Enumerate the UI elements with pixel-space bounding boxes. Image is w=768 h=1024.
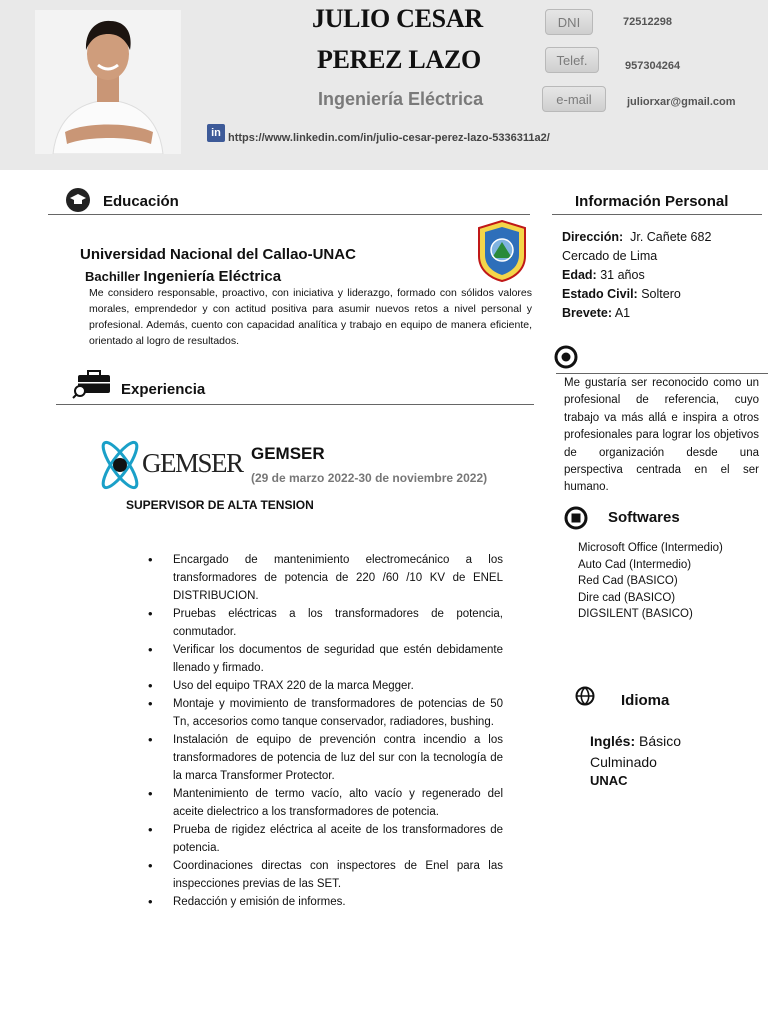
linkedin-icon[interactable]: in	[207, 124, 225, 142]
job-role: SUPERVISOR DE ALTA TENSION	[126, 498, 314, 512]
language-status: Culminado	[590, 754, 657, 770]
list-item: Auto Cad (Intermedio)	[578, 558, 692, 571]
phone-label: Telef.	[545, 47, 599, 73]
list-item: Red Cad (BASICO)	[578, 575, 678, 588]
list-item: • Instalación de equipo de prevención contra incendio a los transformadores de potencia de luz del sur con la tecnología de la marca Transformer Protector.	[148, 731, 503, 785]
university-name: Universidad Nacional del Callao-UNAC	[80, 246, 356, 263]
degree	[85, 268, 281, 285]
education-divider	[48, 214, 530, 215]
list-item: • Encargado de mantenimiento electromecánico a los transformadores de potencia de 220 /60 /10 KV de ENEL DISTRIBUCION.	[148, 551, 503, 605]
objective-divider	[556, 373, 768, 374]
linkedin-link[interactable]: https://www.linkedin.com/in/julio-cesar-perez-lazo-5336311a2/	[228, 132, 550, 144]
name-first: JULIO CESAR	[312, 4, 483, 33]
list-item: • Uso del equipo TRAX 220 de la marca Megger.	[148, 677, 503, 695]
dni-value: 72512298	[623, 16, 672, 28]
profession-title: Ingeniería Eléctrica	[318, 89, 484, 109]
gemser-logo-text: GEMSER	[142, 448, 243, 478]
license-value: A1	[614, 306, 631, 320]
district-value: Cercado de Lima	[562, 249, 658, 263]
license-label: Brevete:	[562, 306, 613, 320]
experience-title: Experiencia	[121, 381, 206, 398]
personal-info-title: Información Personal	[575, 193, 729, 210]
email-label: e-mail	[542, 86, 606, 112]
email-value[interactable]: juliorxar@gmail.com	[627, 96, 736, 108]
company-name: GEMSER	[251, 444, 325, 463]
target-icon	[554, 345, 578, 369]
age-value: 31 años	[600, 268, 645, 282]
profile-summary: Me considero responsable, proactivo, con iniciativa y liderazgo, formado con sólidos valores morales, emprendedor y con actitud positiva para asumir nuevos retos a nivel personal y profesional. Además, cuento con capacidad analítica y trabajo en equipo de manera eficiente, orientado al logro de resultados.	[89, 287, 532, 347]
software-icon	[564, 506, 588, 530]
graduation-cap-icon	[66, 188, 90, 212]
duties-list	[148, 551, 503, 911]
profile-photo	[35, 10, 181, 154]
gemser-logo	[100, 436, 243, 494]
briefcase-icon	[72, 369, 112, 399]
address-label: Dirección:	[562, 230, 624, 244]
personal-info-divider	[552, 214, 762, 215]
list-item: • Redacción y emisión de informes.	[148, 893, 503, 911]
objective-text: Me gustaría ser reconocido como un profesional de referencia, cuyo trabajo va más allá e inspira a otros profesionales para lograr los objetivos de organización desde una perspectiva centrada en el ser humano.	[564, 377, 759, 494]
address-row	[562, 230, 711, 244]
phone-value: 957304264	[625, 60, 681, 72]
list-item: • Verificar los documentos de seguridad que estén debidamente llenado y firmado.	[148, 641, 503, 677]
list-item: • Mantenimiento de termo vacío, alto vacío y regenerado del aceite dielectrico a los transformadores de potencia.	[148, 785, 503, 821]
dni-label: DNI	[545, 9, 593, 35]
list-item: Dire cad (BASICO)	[578, 591, 676, 604]
civil-status-label: Estado Civil:	[562, 287, 638, 301]
english-level: Básico	[639, 733, 682, 749]
license-row	[562, 306, 630, 320]
age-row	[562, 268, 645, 282]
english-row	[590, 733, 681, 749]
degree-name: Ingeniería Eléctrica	[143, 268, 282, 285]
civil-status-row	[562, 287, 681, 301]
list-item: Microsoft Office (Intermedio)	[578, 542, 723, 554]
software-title: Softwares	[608, 509, 680, 526]
english-label: Inglés:	[590, 733, 636, 749]
language-icon	[574, 685, 596, 707]
education-title: Educación	[103, 193, 179, 210]
university-seal-icon	[478, 220, 526, 282]
list-item: • Coordinaciones directas con inspectores de Enel para las inspecciones previas de las SET.	[148, 857, 503, 893]
address-value: Jr. Cañete 682	[630, 230, 712, 244]
list-item: • Pruebas eléctricas a los transformadores de potencia, conmutador.	[148, 605, 503, 641]
list-item: • Prueba de rigidez eléctrica al aceite de los transformadores de potencia.	[148, 821, 503, 857]
list-item: DIGSILENT (BASICO)	[578, 608, 693, 621]
age-label: Edad:	[562, 268, 597, 282]
language-title: Idioma	[621, 692, 670, 709]
software-list	[578, 540, 723, 623]
name-last: PEREZ LAZO	[317, 45, 481, 74]
degree-prefix: Bachiller	[85, 269, 144, 284]
list-item: • Montaje y movimiento de transformadores de potencias de 50 Tn, accesorios como tanque conservador, radiadores, bushing.	[148, 695, 503, 731]
language-institution: UNAC	[590, 773, 628, 788]
civil-status-value: Soltero	[641, 287, 681, 301]
experience-divider	[56, 404, 534, 405]
employment-dates: (29 de marzo 2022-30 de noviembre 2022)	[251, 471, 488, 485]
